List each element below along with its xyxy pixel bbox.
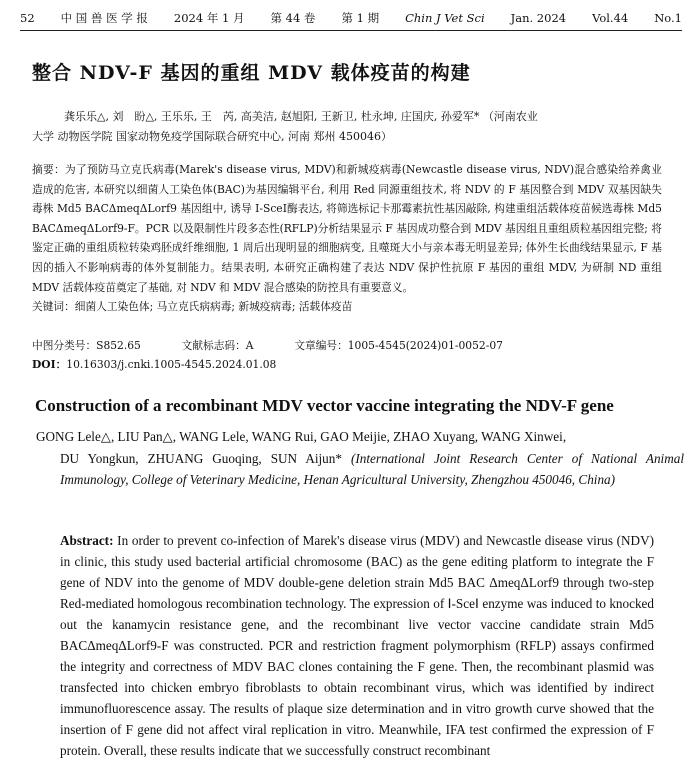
title-chinese: 整合 NDV-F 基因的重组 MDV 载体疫苗的构建 xyxy=(32,62,471,84)
document-code: 文献标志码：A xyxy=(181,339,254,352)
abstract-label-en: Abstract: xyxy=(60,533,114,548)
authors-english xyxy=(36,426,684,491)
affiliation-cn-start: （河南农业 xyxy=(482,110,538,123)
issue-cn: 第 1 期 xyxy=(341,11,380,25)
journal-name-cn: 中 国 兽 医 学 报 xyxy=(60,11,148,25)
abstract-english xyxy=(60,530,654,761)
title-english: Construction of a recombinant MDV vector vaccine integrating the NDV-F gene xyxy=(35,396,614,415)
page-number: 52 xyxy=(20,11,35,25)
authors-chinese xyxy=(32,107,684,147)
header-rule xyxy=(20,30,682,31)
running-header xyxy=(20,8,682,28)
author-list-en-line1: GONG Lele△, LIU Pan△, WANG Lele, WANG Rui, GAO Meijie, ZHAO Xuyang, WANG Xinwei, xyxy=(36,429,567,444)
abstract-label-cn: 摘要： xyxy=(32,163,65,176)
classification-row xyxy=(32,338,503,353)
doi-label: DOI： xyxy=(32,358,67,371)
abstract-chinese xyxy=(32,160,662,317)
abstract-text-cn: 为了预防马立克氏病毒(Marek's disease virus, MDV)和新城疫病毒(Newcastle disease virus, NDV)混合感染给养禽业造成的危害, 本研究以细菌人工染色体(BAC)为基因编辑平台, 利用 Red 同源重组技术, 将 NDV 的 F 基因整合到 MDV 双基因缺失毒株 Md5 BACΔmeqΔLorf9 基因组中, 诱导 I-SceⅠ酶表达, 将筛选标记卡那霉素抗性基因敲除, 构建重组活载体疫苗候选毒株 Md5 BACΔmeqΔLorf9-F。PCR 以及限制性片段多态性(RFLP)分析结果显示 F 基因成功整合到 MDV 基因组且重组质粒基因组完整; 将鉴定正确的重组质粒转染鸡胚成纤维细胞, 1 周后出现明显的细胞病变, 且噬斑大小与亲本毒无明显差异; 体外生长曲线结果显示, F 基因的插入不影响病毒的体外复制能力。结果表明, 本研究正确构建了表达 NDV 保护性抗原 F 基因的重组 MDV, 为研制 ND 重组 MDV 活载体疫苗奠定了基础, 对 NDV 和 MDV 混合感染的防控具有重要意义。 xyxy=(32,163,662,294)
issue-date-en: Jan. 2024 xyxy=(510,11,567,25)
clc-number: 中图分类号：S852.65 xyxy=(32,339,141,352)
affiliation-en: (International Joint Research Center of National Animal Immunology, College of Veterinary Medicine, Henan Agricultural University, Zhengzhou 450046, China) xyxy=(60,450,684,487)
author-list-en-line2: DU Yongkun, ZHUANG Guoqing, SUN Aijun* xyxy=(60,450,342,466)
abstract-text-en: In order to prevent co-infection of Marek's disease virus (MDV) and Newcastle disease virus (NDV) in clinic, this study used bacterial artificial chromosome (BAC) as the gene editing platform to integrate the F gene of NDV into the genome of MDV double-gene deletion strain Md5 BAC ΔmeqΔLorf9 through two-step Red-mediated homologous recombination technology. The expression of Ⅰ-SceⅠ enzyme was induced to knocked out the kanamycin resistance gene, and the recombinant live vector vaccine candidate strain Md5 BACΔmeqΔLorf9-F was constructed. PCR and restriction fragment polymorphism (RFLP) assays confirmed the integrity and correctness of MDV BAC clones containing the F gene. Then, the recombinant plasmid was transfected into chicken embryo fibroblasts to obtain recombinant virus, which was identified by indirect immunofluorescence assay. The results of plaque size determination and in vitro growth curve showed that the insertion of F gene did not affect viral replication in vitro. Meanwhile, IFA test confirmed the expression of F protein. Overall, these results indicate that we successfully construct recombinant xyxy=(60,533,655,758)
issue-en: No.1 xyxy=(654,11,682,25)
issue-date-cn: 2024 年 1 月 xyxy=(173,11,245,25)
keywords-cn: 细菌人工染色体; 马立克氏病病毒; 新城疫病毒; 活载体疫苗 xyxy=(74,300,353,314)
doi-row xyxy=(32,357,276,372)
article-number: 文章编号：1005-4545(2024)01-0052-07 xyxy=(294,339,503,352)
journal-name-en: Chin J Vet Sci xyxy=(405,11,485,25)
volume-en: Vol.44 xyxy=(592,11,629,25)
doi-value: 10.16303/j.cnki.1005-4545.2024.01.08 xyxy=(66,358,277,371)
affiliation-cn-rest: 大学 动物医学院 国家动物免疫学国际联合研究中心, 河南 郑州 450046） xyxy=(32,130,392,143)
keywords-label-cn: 关键词： xyxy=(32,300,75,314)
author-list-cn: 龚乐乐△, 刘 盼△, 王乐乐, 王 芮, 高美洁, 赵旭阳, 王新卫, 杜永坤, 庄国庆, 孙爱军* xyxy=(64,110,480,123)
volume-cn: 第 44 卷 xyxy=(270,11,316,25)
